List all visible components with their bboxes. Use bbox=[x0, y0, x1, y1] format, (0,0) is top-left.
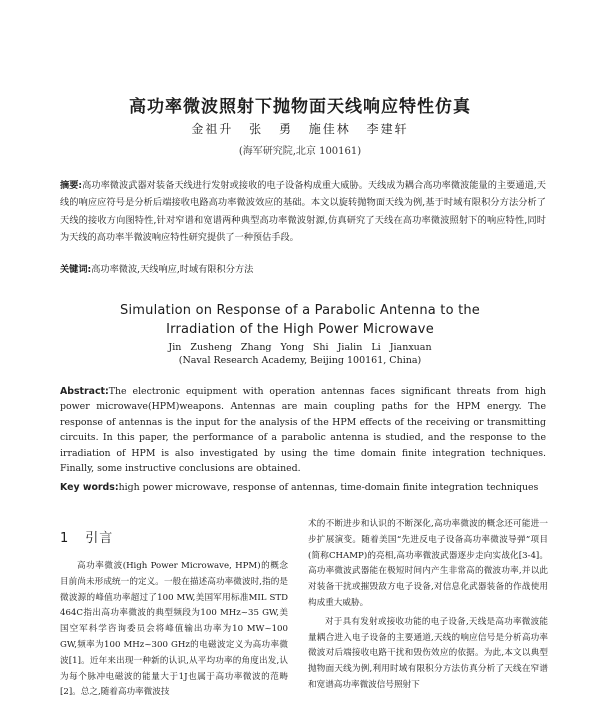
keywords-english bbox=[60, 481, 546, 495]
title-english-line-2: Irradiation of the High Power Microwave bbox=[166, 322, 434, 337]
abstract-english-label: Abstract: bbox=[60, 386, 109, 397]
authors-english: Jin Zusheng Zhang Yong Shi Jialin Li Jianxuan bbox=[168, 342, 432, 353]
abstract-chinese-label: 摘要: bbox=[60, 180, 83, 191]
title-english bbox=[0, 301, 600, 339]
title-chinese: 高功率微波照射下抛物面天线响应特性仿真 bbox=[129, 97, 471, 117]
right-column-paragraph-2: 对于具有发射或接收功能的电子设备,天线是高功率微波能量耦合进入电子设备的主要通道,天线的响应信号是分析高功率微波对后端接收电路干扰和毁伤效应的依据。为此,本文以典型抛物面天线为例,利用时域有限积分方法仿真分析了天线在窄谱和宽谱高功率微波信号照射下 bbox=[308, 616, 548, 690]
affiliation-chinese: (海军研究院,北京 100161) bbox=[238, 146, 362, 157]
keywords-chinese-text: 高功率微波,天线响应,时域有限积分方法 bbox=[91, 264, 254, 275]
section-number: 1 bbox=[60, 531, 70, 546]
abstract-chinese-text: 高功率微波武器对装备天线进行发射或接收的电子设备构成重大威胁。天线成为耦合高功率微波能量的主要通道,天线的响应应符号是分析后端接收电路高功率微波效应的基础。本文以旋转抛物面天线为例,基于时域有限积分方法分析了天线的接收方向图特性,针对窄谱和宽谱两种典型高功率微波射源,仿真研究了天线在高功率微波照射下的响应特性,同时为天线的高功率半微波响应特性研究提供了一种预估手段。 bbox=[60, 180, 546, 243]
right-column-paragraph-1: 术的不断进步和认识的不断深化,高功率微波的概念还可能进一步扩展演变。随着美国“先进反电子设备高功率微波导弹”项目(简称CHAMP)的亮相,高功率微波武器逐步走向实战化[3-4]。高功率微波武器能在极短时间内产生非常高的微波功率,并以此对装备干扰或摧毁敌方电子设备,对信息化武器装备的作战使用构成重大威胁。 bbox=[308, 519, 548, 608]
keywords-english-label: Key words: bbox=[60, 482, 119, 493]
keywords-chinese-label: 关键词: bbox=[60, 264, 92, 275]
keywords-english-text: high power microwave, response of antennas, time-domain finite integration techniques bbox=[118, 482, 539, 493]
left-column bbox=[60, 518, 288, 701]
affiliation-english: (Naval Research Academy, Beijing 100161, China) bbox=[178, 355, 422, 366]
abstract-chinese bbox=[60, 177, 546, 246]
section-title: 引言 bbox=[85, 531, 114, 546]
section-heading bbox=[60, 527, 288, 546]
right-column bbox=[308, 517, 548, 694]
abstract-english-text: The electronic equipment with operation antennas faces significant threats from high power microwave(HPM)weapons. Antennas are main coupling paths for the HPM energy. The response of antennas is the input for the analysis of the HPM effects of the receiving or transmitting circuits. In this paper, the performance of a parabolic antenna is studied, and the response to the irradiation of HPM is also investigated by using the time domain finite integration techniques. Finally, some instructive conclusions are obtained. bbox=[60, 386, 546, 475]
abstract-english bbox=[60, 384, 546, 476]
title-english-line-1: Simulation on Response of a Parabolic Antenna to the bbox=[120, 303, 480, 318]
keywords-chinese bbox=[60, 262, 546, 278]
authors-chinese: 金祖升 张 勇 施佳林 李建轩 bbox=[191, 122, 409, 136]
left-column-paragraph: 高功率微波(High Power Microwave, HPM)的概念目前尚未形成统一的定义。一般在描述高功率微波时,指的是微波源的峰值功率超过了100 MW,美国军用标准MIL STD 464C指出高功率微波的典型频段为100 MHz~35 GW,美国空军科学咨询委员会将峰值输出功率为10 MW~100 GW,频率为100 MHz~300 GHz的电磁波定义为高功率微波[1]。近年来出现一种新的认识,从平均功率的角度出发,认为每个脉冲电磁波的能量大于1J也属于高功率微波的范畴[2]。总之,随着高功率微波技 bbox=[60, 561, 288, 698]
